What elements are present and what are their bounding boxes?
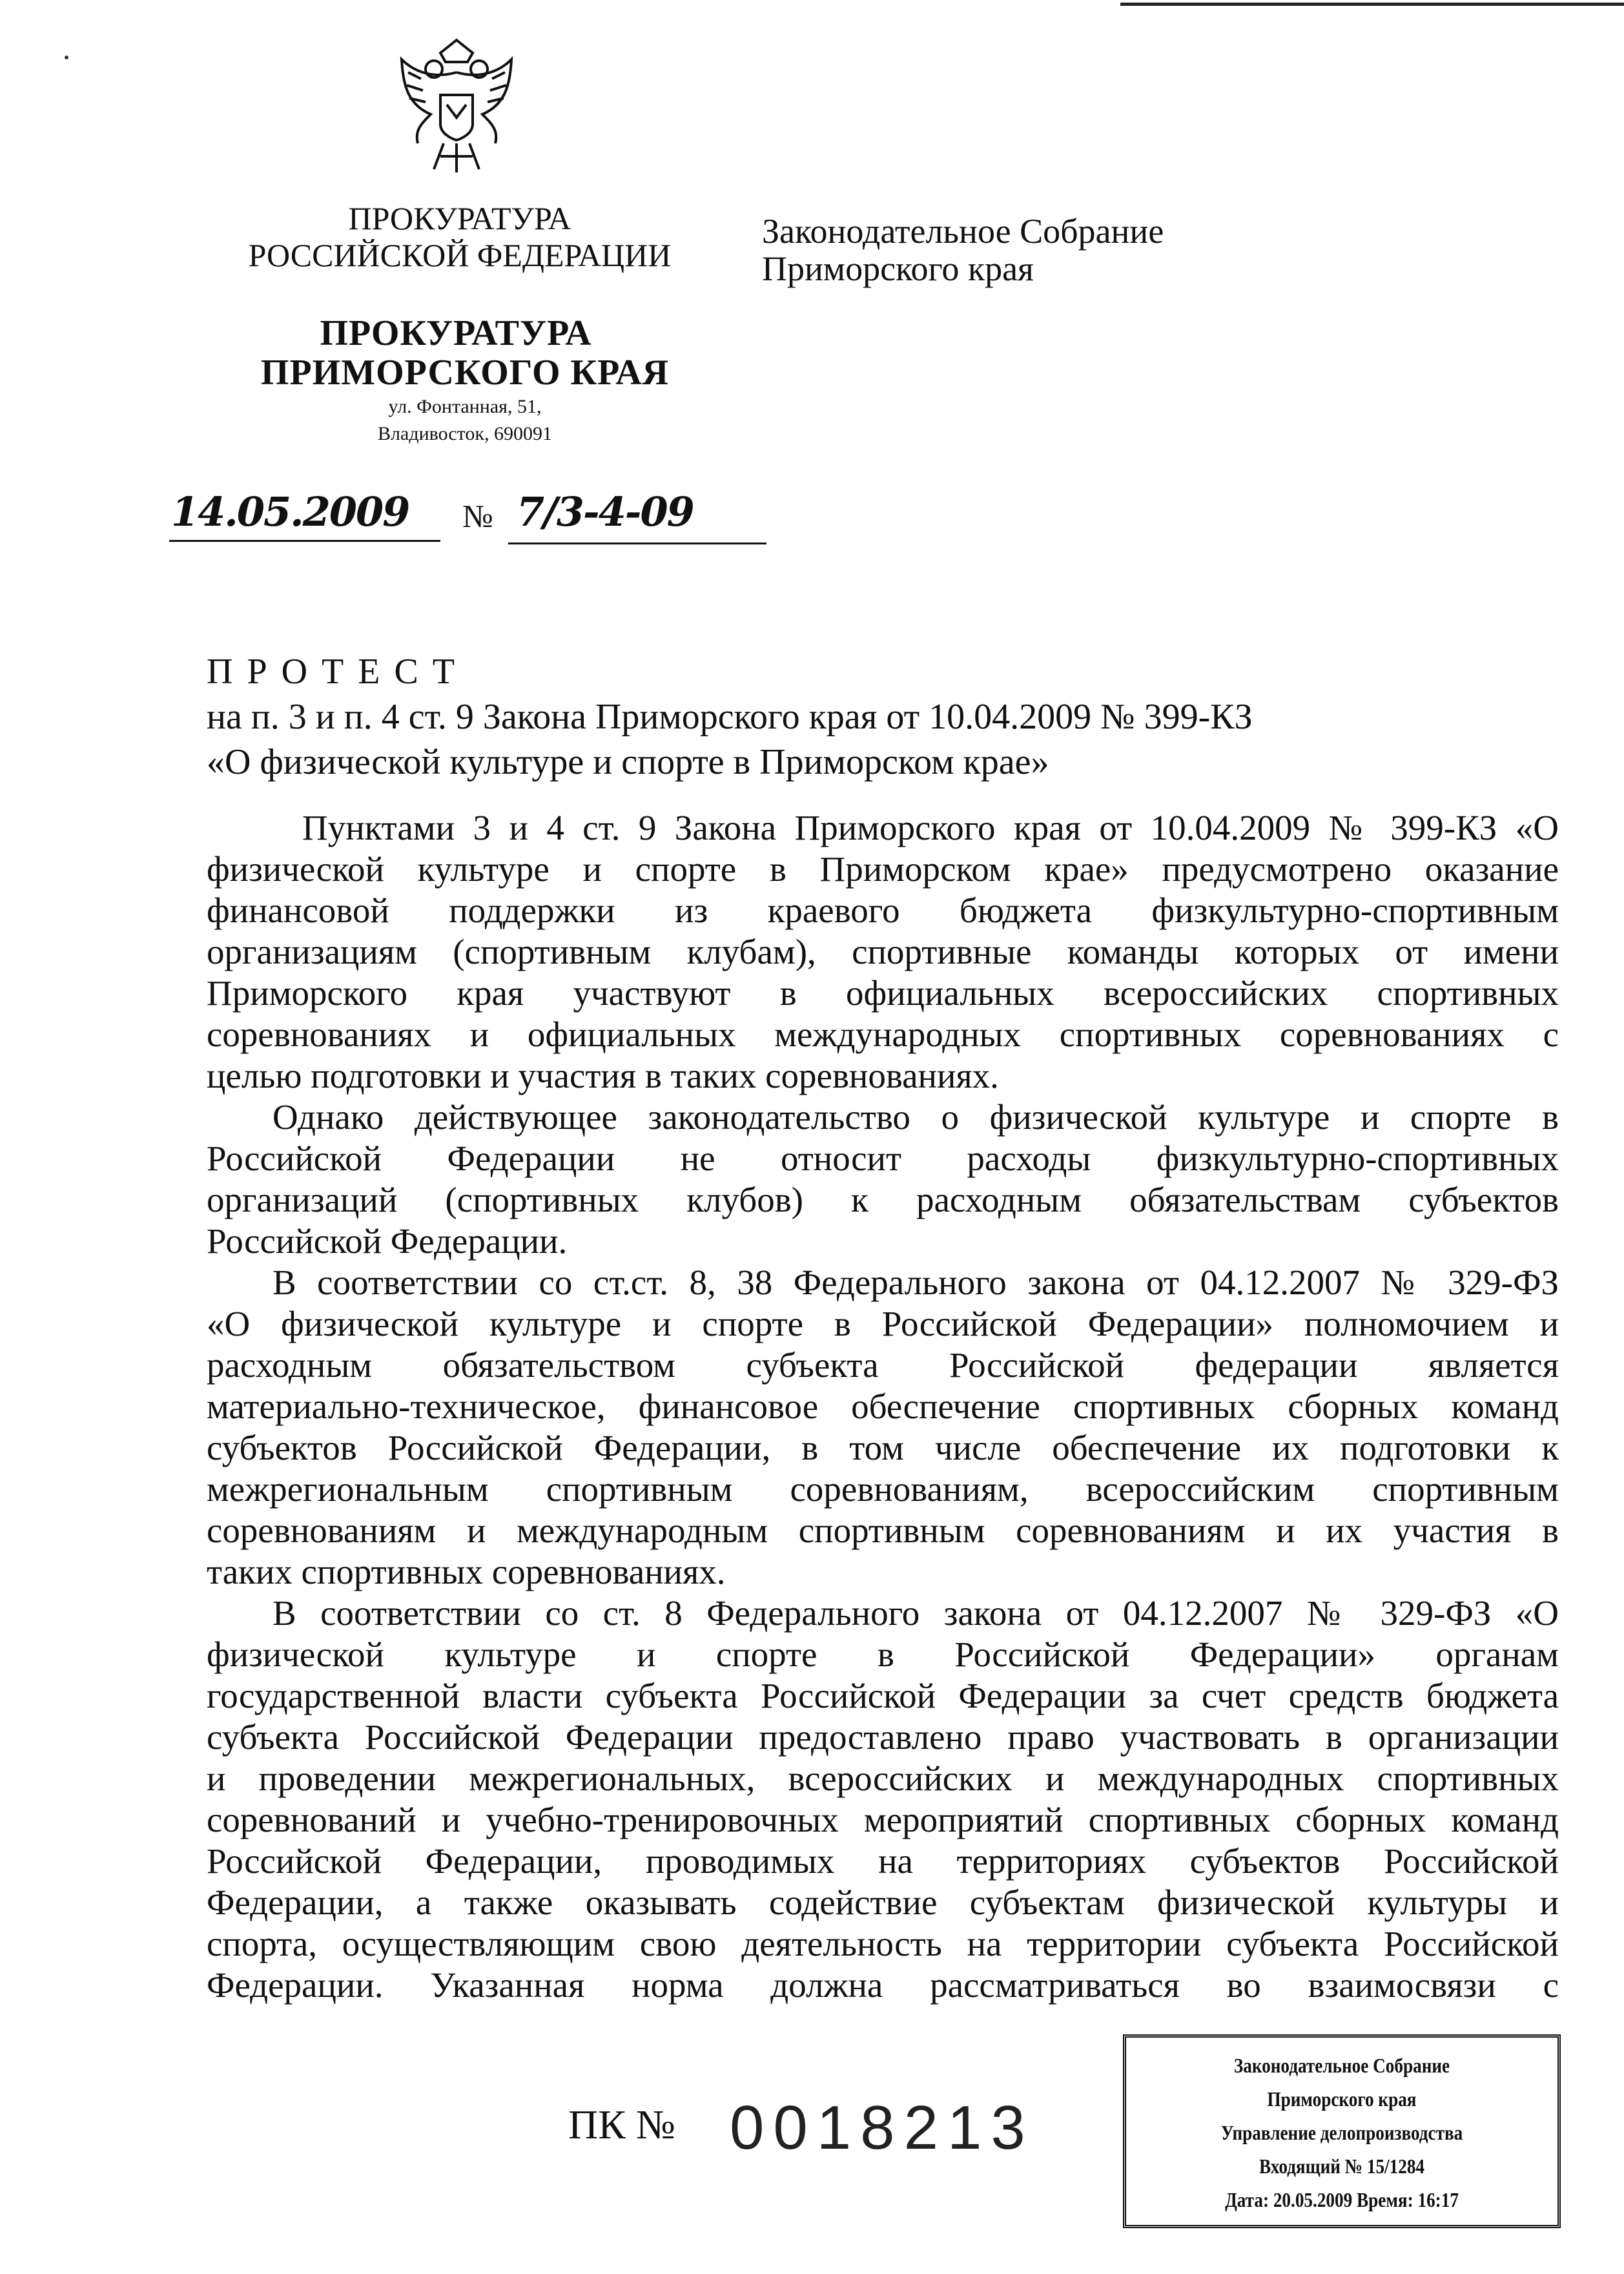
text-line: Российской Федерации, проводимых на территориях субъектов Российской <box>207 1841 1559 1881</box>
text-line: соревнований и учебно-тренировочных мероприятий спортивных сборных команд <box>207 1800 1559 1839</box>
pk-label: ПК № <box>568 2102 675 2147</box>
text-line: В соответствии со ст.ст. 8, 38 Федерального закона от 04.12.2007 № 329-ФЗ <box>272 1263 1559 1302</box>
text-line: организаций (спортивных клубов) к расходным обязательствам субъектов <box>207 1180 1559 1219</box>
text-line: физической культуре и спорте в Приморском крае» предусмотрено оказание <box>207 849 1559 889</box>
address-line-2: Владивосток, 690091 <box>378 423 552 444</box>
scan-edge-line <box>1120 3 1624 6</box>
text-line: расходным обязательством субъекта Российской федерации является <box>207 1345 1559 1385</box>
text-line: Пунктами 3 и 4 ст. 9 Закона Приморского края от 10.04.2009 № 399-КЗ «О <box>302 808 1559 847</box>
date-underline <box>169 540 440 542</box>
text-line: субъектов Российской Федерации, в том числе обеспечение их подготовки к <box>207 1428 1559 1467</box>
address-line-1: ул. Фонтанная, 51, <box>388 396 542 417</box>
stamp-line-incoming-number: Входящий № 15/1284 <box>1259 2155 1425 2178</box>
text-line: соревнованиям и международным спортивным соревнованиям и их участия в <box>207 1511 1559 1550</box>
stamp-line-org: Законодательное Собрание <box>1233 2054 1450 2077</box>
scan-speck <box>65 56 68 59</box>
text-line: финансовой поддержки из краевого бюджета физкультурно-спортивным <box>207 891 1559 930</box>
text-line: Российской Федерации. <box>207 1221 568 1261</box>
issuer-line-2: РОССИЙСКОЙ ФЕДЕРАЦИИ <box>248 237 672 273</box>
text-line: материально-техническое, финансовое обеспечение спортивных сборных команд <box>207 1387 1559 1426</box>
text-line: межрегиональным спортивным соревнованиям, всероссийским спортивным <box>207 1469 1559 1509</box>
stamp-line-date-time: Дата: 20.05.2009 Время: 16:17 <box>1225 2188 1459 2211</box>
recipient-line-2: Приморского края <box>762 249 1034 288</box>
stamp-line-region: Приморского края <box>1267 2087 1417 2111</box>
number-sign: № <box>462 498 493 534</box>
text-line: Однако действующее законодательство о физической культуре и спорте в <box>272 1097 1559 1137</box>
text-line: В соответствии со ст. 8 Федерального закона от 04.12.2007 № 329-ФЗ «О <box>272 1593 1559 1633</box>
pk-number: 0018213 <box>730 2093 1034 2162</box>
text-line: Российской Федерации не относит расходы физкультурно-спортивных <box>207 1139 1559 1178</box>
text-line: организациям (спортивным клубам), спортивные команды которых от имени <box>207 932 1559 971</box>
text-line: государственной власти субъекта Российской Федерации за счет средств бюджета <box>207 1676 1559 1715</box>
org-name-line-1: ПРОКУРАТУРА <box>320 313 592 353</box>
handwritten-date: 14.05.2009 <box>171 488 409 535</box>
text-line: таких спортивных соревнованиях. <box>207 1552 726 1591</box>
text-line: Приморского края участвуют в официальных всероссийских спортивных <box>207 973 1559 1013</box>
text-line: физической культуре и спорте в Российской Федерации» органам <box>207 1635 1559 1674</box>
org-name-line-2: ПРИМОРСКОГО КРАЯ <box>260 353 670 393</box>
text-line: целью подготовки и участия в таких соревнованиях. <box>207 1056 999 1095</box>
handwritten-reg-number: 7/3-4-09 <box>517 488 694 535</box>
title-subject-line-2: «О физической культуре и спорте в Приморском крае» <box>207 742 1049 782</box>
text-line: «О физической культуре и спорте в Российской Федерации» полномочием и <box>207 1304 1559 1343</box>
text-line: и проведении межрегиональных, всероссийских и международных спортивных <box>207 1759 1559 1798</box>
number-underline <box>508 543 766 544</box>
recipient-line-1: Законодательное Собрание <box>762 212 1164 251</box>
incoming-registration-stamp <box>1123 2034 1561 2228</box>
text-line: субъекта Российской Федерации предоставлено право участвовать в организации <box>207 1717 1559 1757</box>
coat-of-arms-emblem-icon <box>395 34 518 179</box>
stamp-line-department: Управление делопроизводства <box>1220 2121 1463 2144</box>
text-line: соревнованиях и официальных международных спортивных соревнованиях с <box>207 1015 1559 1054</box>
text-line: Федерации. Указанная норма должна рассматриваться во взаимосвязи с <box>207 1965 1559 2005</box>
title-subject-line-1: на п. 3 и п. 4 ст. 9 Закона Приморского края от 10.04.2009 № 399-КЗ <box>207 697 1253 737</box>
text-line: спорта, осуществляющим свою деятельность на территории субъекта Российской <box>207 1924 1559 1963</box>
document-title: П Р О Т Е С Т <box>207 652 457 692</box>
text-line: Федерации, а также оказывать содействие субъектам физической культуры и <box>207 1883 1559 1922</box>
issuer-line-1: ПРОКУРАТУРА <box>348 200 571 236</box>
